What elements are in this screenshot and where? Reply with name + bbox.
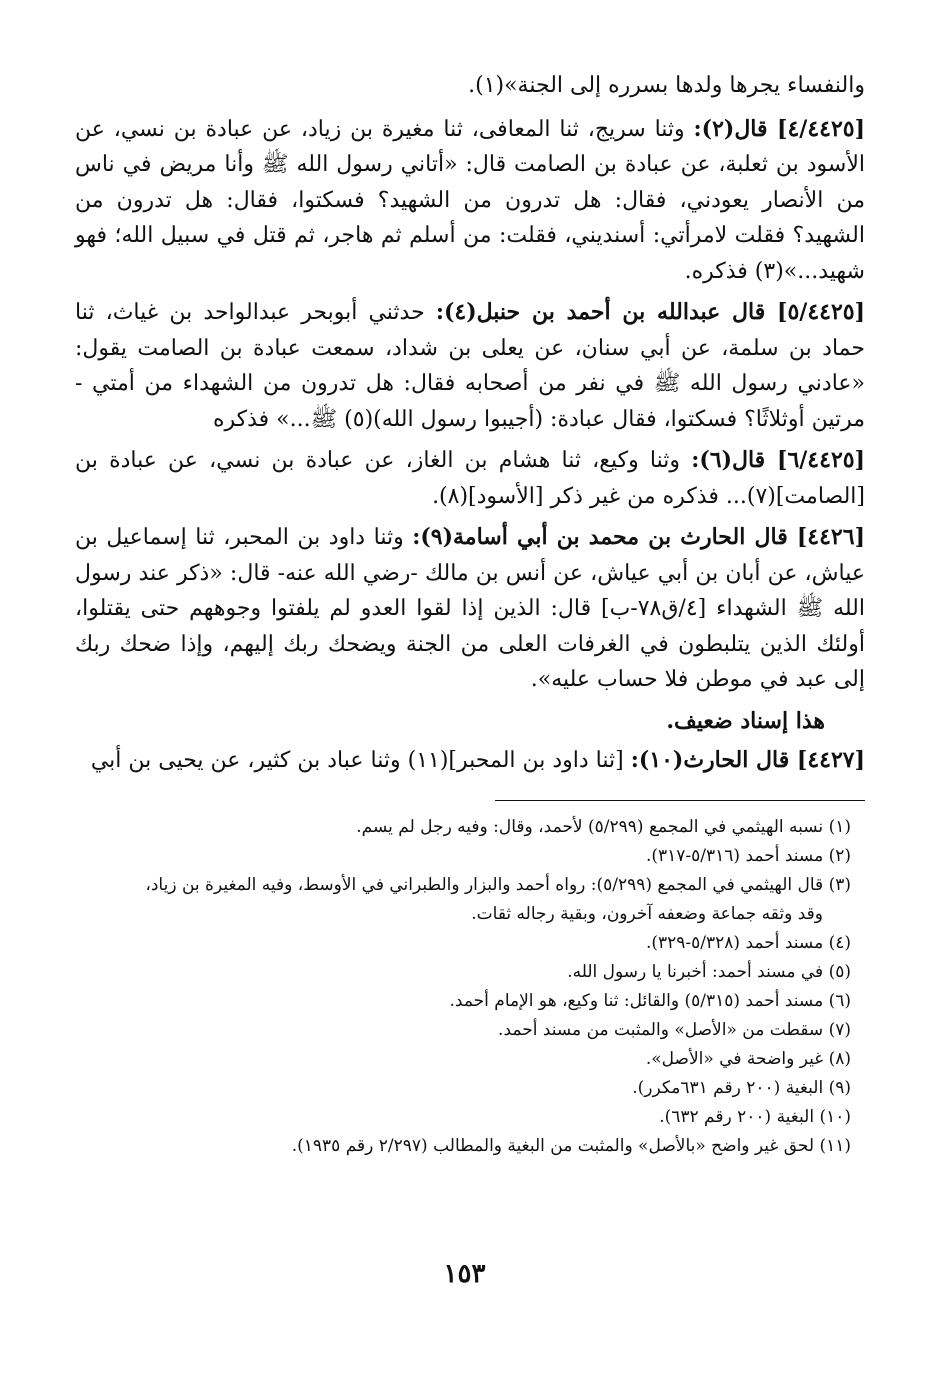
hadith-4425-4 [75,112,865,290]
hadith-4425-5 [75,295,865,437]
footnote-divider [495,800,865,801]
page-number: ١٥٣ [443,1259,486,1289]
footnote: (٣) قال الهيثمي في المجمع (٥/٢٩٩): رواه أحمد والبزار والطبراني في الأوسط، وفيه المغيرة بن زياد، [145,875,851,895]
footnote: (٨) غير واضحة في «الأصل». [645,1049,851,1069]
footnote: (١١) لحق غير واضح «بالأصل» والمثبت من البغية والمطالب (٢/٢٩٧ رقم ١٩٣٥). [291,1136,851,1156]
paragraph-text: حدثني أبوبحر عبدالواحد بن غياث، ثنا حماد بن سلمة، عن أبي سنان، عن يعلى بن شداد، سمعت عبادة بن الصامت يقول: «عادني رسول الله ﷺ في نفر من أصحابه فقال: هل تدرون من الشهداء من أمتي - مرتين أوثلاثًا؟ فسكتوا، فقال عبادة: (أجيبوا رسول الله)(٥) ﷺ...» فذكره [75,300,865,432]
footnote: (٧) سقطت من «الأصل» والمثبت من مسند أحمد. [498,1020,851,1040]
hadith-4427 [75,743,865,779]
paragraph-text: والنفساء يجرها ولدها بسرره إلى الجنة»(١). [468,73,865,98]
hadith-ref: [٤/٤٤٢٥] قال(٢): [693,115,866,142]
paragraph-text: وثنا سريج، ثنا المعافى، ثنا مغيرة بن زياد، عن عبادة بن نسي، عن الأسود بن ثعلبة، عن عبادة بن الصامت قال: «أتاني رسول الله ﷺ وأنا مريض في ناس من الأنصار يعودني، فقال: هل تدرون من الشهيد؟ فسكتوا، فقال: هل تدرون من الشهيد؟ فقلت لامرأتي: أسنديني، فقلت: من أسلم ثم هاجر، ثم قتل في سبيل الله؛ فهو شهيد...»(٣) فذكره. [75,116,865,284]
footnote: (١) نسبه الهيثمي في المجمع (٥/٢٩٩) لأحمد، وقال: وفيه رجل لم يسم. [356,817,851,837]
footnote-continuation: وقد وثقه جماعة وضعفه آخرون، وبقية رجاله ثقات. [471,904,823,924]
footnotes [75,813,865,1161]
hadith-ref: [٥/٤٤٢٥] قال عبدالله بن أحمد بن حنبل(٤): [435,299,866,325]
hadith-ref: [٤٤٢٦] قال الحارث بن محمد بن أبي أسامة(٩): [412,524,865,550]
hadith-tail-paragraph [75,68,865,104]
footnote: (٥) في مسند أحمد: أخبرنا يا رسول الله. [567,962,851,982]
isnad-verdict: هذا إسناد ضعيف. [666,707,825,734]
hadith-4426 [75,520,865,698]
hadith-4425-6 [75,443,865,514]
paragraph-text: وثنا داود بن المحبر، ثنا إسماعيل بن عياش، عن أبان بن أبي عياش، عن أنس بن مالك -رضي الله عنه- قال: «ذكر عند رسول الله ﷺ الشهداء [٤/ق٧٨-ب] قال: الذين إذا لقوا العدو لم يلفتوا وجوههم حتى يقتلوا، أولئك الذين يتلبطون في الغرفات العلى من الجنة ويضحك ربك إليهم، وإذا ضحك ربك إلى عبد في موطن فلا حساب عليه». [75,525,865,692]
footnote: (٦) مسند أحمد (٥/٣١٥) والقائل: ثنا وكيع، هو الإمام أحمد. [449,991,851,1011]
footnote: (٩) البغية (٢٠٠ رقم ٦٣١مكرر). [632,1078,851,1098]
hadith-ref: [٦/٤٤٢٥] قال(٦): [691,447,865,473]
footnote: (٤) مسند أحمد (٥/٣٢٨-٣٢٩). [645,933,851,953]
hadith-ref: [٤٤٢٧] قال الحارث(١٠): [630,746,865,773]
paragraph-text: [ثنا داود بن المحبر](١١) وثنا عباد بن كثير، عن يحيى بن أبي [90,747,631,773]
footnote: (١٠) البغية (٢٠٠ رقم ٦٣٢). [659,1107,851,1127]
page-content [75,68,865,1161]
footnote: (٢) مسند أحمد (٥/٣١٦-٣١٧). [645,846,851,866]
paragraph-text: وثنا وكيع، ثنا هشام بن الغاز، عن عبادة بن نسي، عن عبادة بن [الصامت](٧)... فذكره من غير ذكر [الأسود](٨). [75,448,865,509]
